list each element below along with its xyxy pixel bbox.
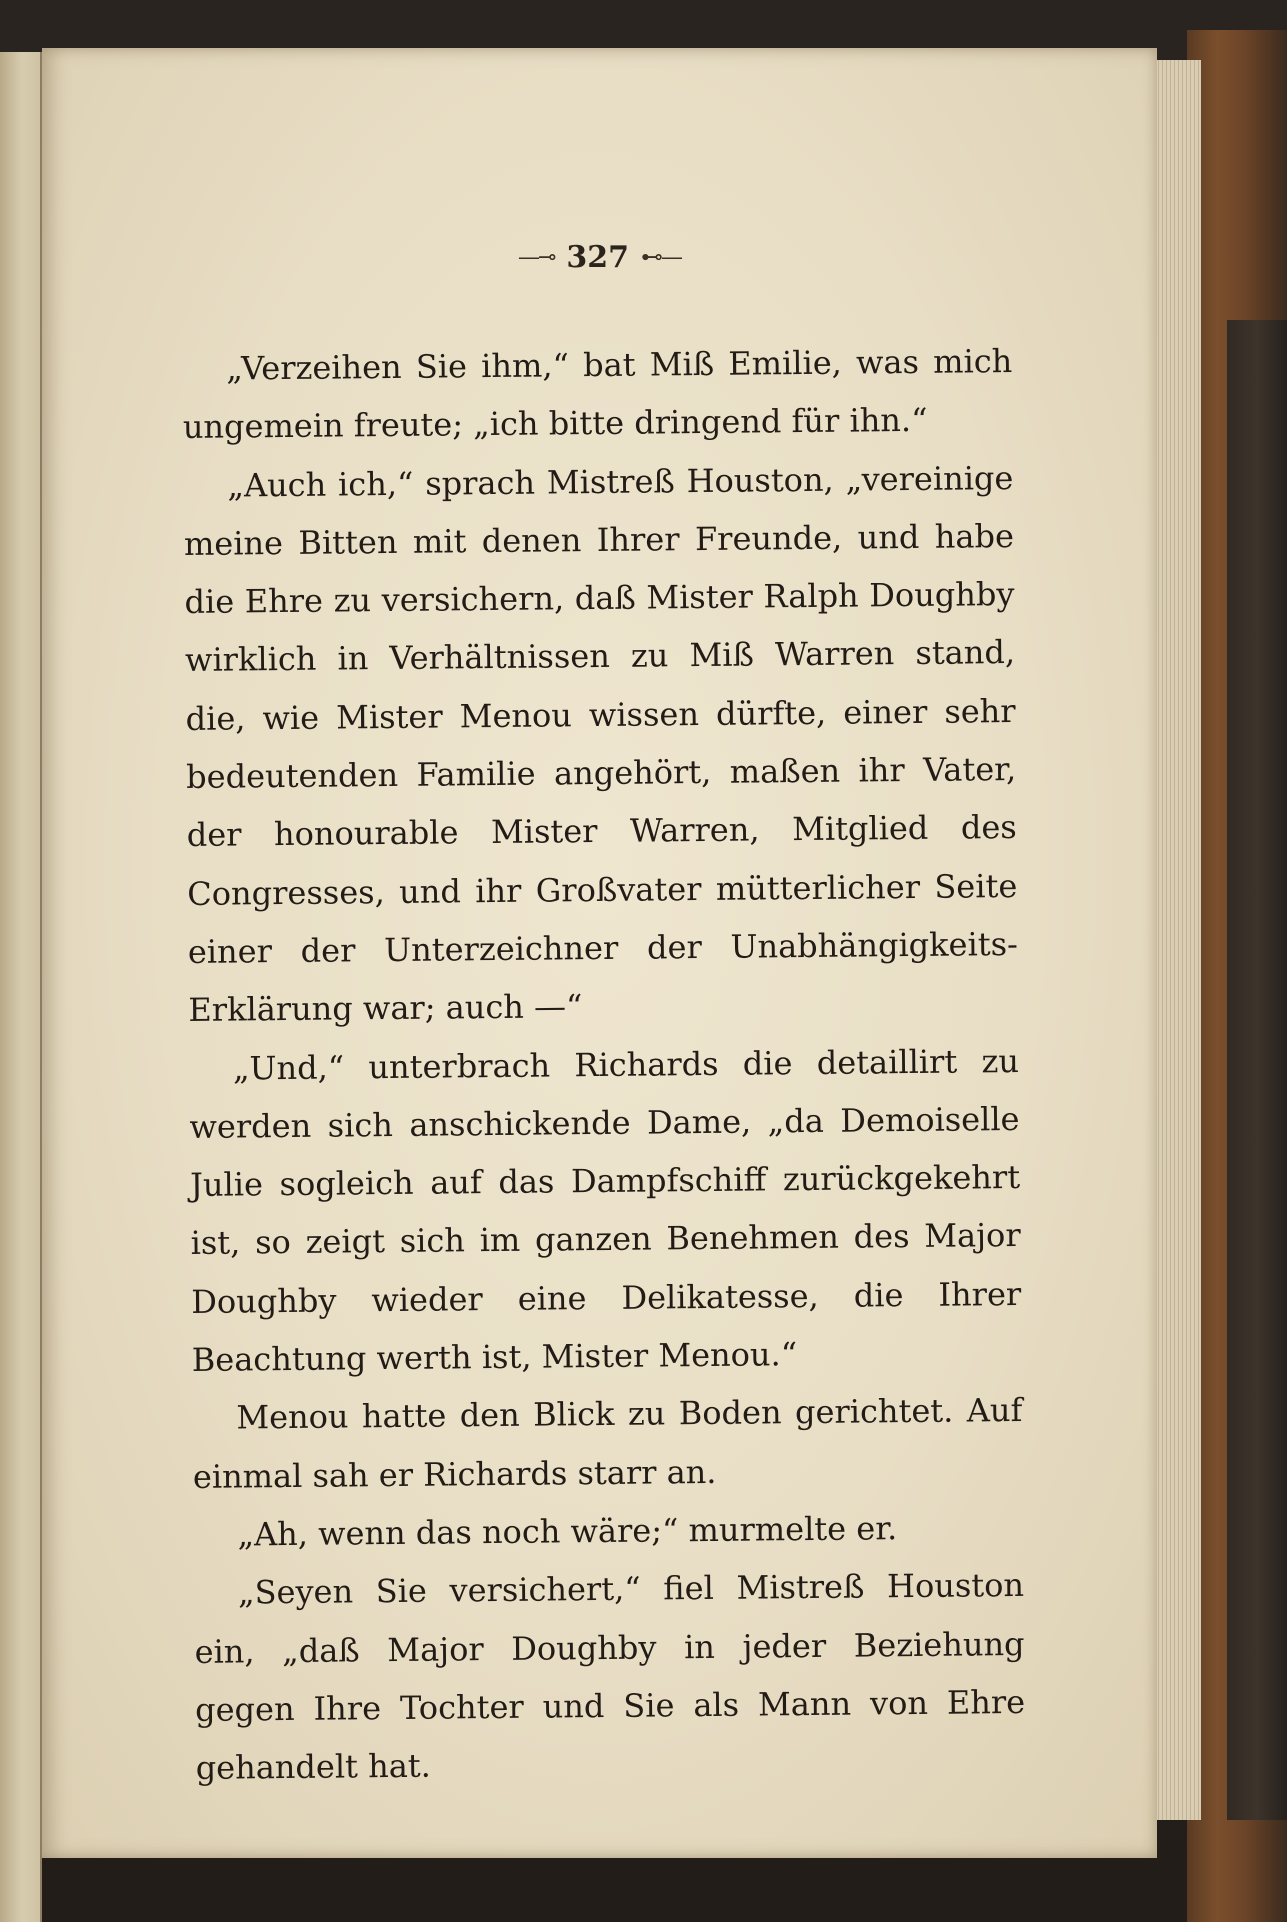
- paragraph: „Ah, wenn das noch wäre;“ murmelte er.: [237, 1509, 898, 1554]
- book-spine-shadow: [1227, 320, 1287, 1820]
- paragraph: „Und,“ unterbrach Richards die detaillirt zu werden sich anschickende Dame, „da Demoiselle Julie sogleich auf das Dampfschiff zurückgekehrt ist, so zeigt sich im ganzen Benehmen des Major Doughby wieder eine Delikatesse, die Ihrer Beachtung werth ist, Mister Menou.“: [189, 1041, 1022, 1379]
- paragraph: „Verzeihen Sie ihm,“ bat Miß Emilie, was mich ungemein freute; „ich bitte dringend für ihn.“: [182, 342, 1013, 447]
- page-header: [42, 240, 1157, 275]
- ornament-right: ⊷—: [641, 245, 682, 270]
- paragraph: „Seyen Sie versichert,“ fiel Mistreß Houston ein, „daß Major Doughby in jeder Beziehung gegen Ihre Tochter und Sie als Mann von Ehre gehandelt hat.: [194, 1566, 1026, 1788]
- ornament-left: —⊸: [517, 245, 555, 270]
- previous-page-edge: [0, 52, 42, 1922]
- page-number: 327: [566, 240, 630, 275]
- book-page: [42, 48, 1157, 1858]
- page-edges: [1150, 60, 1201, 1820]
- paragraph: Menou hatte den Blick zu Boden gerichtet. Auf einmal sah er Richards starr an.: [192, 1391, 1023, 1496]
- paragraph: „Auch ich,“ sprach Mistreß Houston, „vereinige meine Bitten mit denen Ihrer Freunde, und habe die Ehre zu versichern, daß Mister Ralph Doughby wirklich in Verhältnissen zu Miß Warren stand, die, wie Mister Menou wissen dürfte, einer sehr bedeutenden Familie angehört, maßen ihr Vater, der honourable Mister Warren, Mitglied des Congresses, und ihr Großvater mütterlicher Seite einer der Unterzeichner der Unabhängigkeits-Erklärung war; auch —“: [183, 458, 1019, 1030]
- body-text: [182, 332, 1026, 1797]
